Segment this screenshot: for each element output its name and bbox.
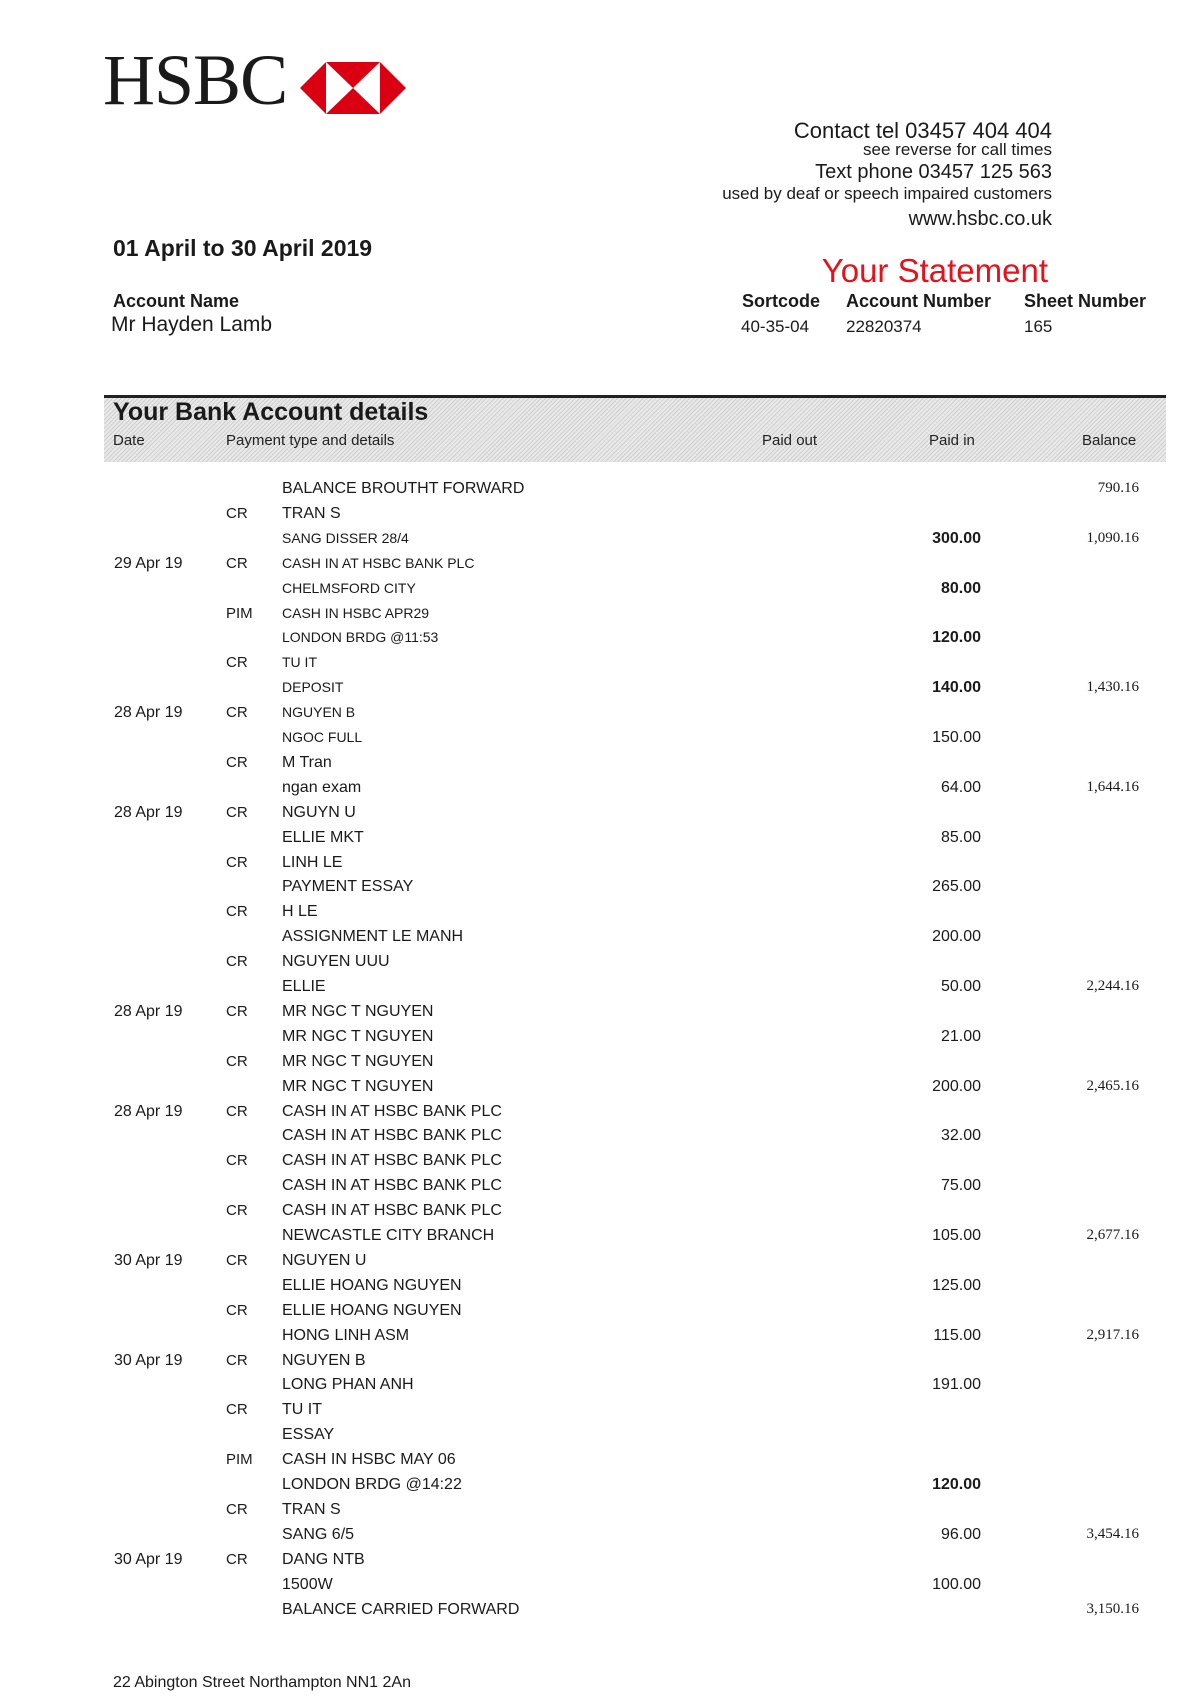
row-balance: 2,465.16 — [1086, 1077, 1139, 1094]
row-date: 28 Apr 19 — [114, 1002, 183, 1020]
row-type: CR — [226, 1102, 248, 1120]
row-type: CR — [226, 1550, 248, 1568]
table-row — [0, 854, 1203, 876]
row-type: CR — [226, 554, 248, 572]
row-type: CR — [226, 1202, 248, 1220]
website-link[interactable]: www.hsbc.co.uk — [908, 208, 1052, 230]
table-row — [0, 1601, 1203, 1623]
row-details: LONG PHAN ANH — [282, 1376, 414, 1394]
row-paid-in: 50.00 — [940, 978, 981, 995]
table-row — [0, 480, 1203, 502]
table-row — [0, 1476, 1203, 1498]
hsbc-logo-text: HSBC — [103, 40, 288, 120]
table-row — [0, 1451, 1203, 1473]
row-details: CASH IN HSBC APR29 — [282, 604, 430, 621]
table-row — [0, 629, 1203, 651]
table-row — [0, 1576, 1203, 1598]
table-row — [0, 878, 1203, 900]
row-type: CR — [226, 654, 248, 672]
row-details: CASH IN AT HSBC BANK PLC — [282, 1177, 502, 1195]
row-details: NEWCASTLE CITY BRANCH — [282, 1227, 495, 1244]
table-row — [0, 1227, 1203, 1249]
row-date: 29 Apr 19 — [114, 554, 183, 572]
row-paid-in: 265.00 — [932, 878, 981, 896]
row-type: PIM — [226, 604, 253, 622]
row-paid-in: 125.00 — [932, 1276, 981, 1294]
row-details: SANG DISSER 28/4 — [282, 529, 409, 546]
table-row — [0, 505, 1203, 527]
row-paid-in: 300.00 — [932, 529, 981, 547]
table-row — [0, 1202, 1203, 1224]
table-row — [0, 1401, 1203, 1423]
table-row — [0, 1252, 1203, 1274]
row-details: BALANCE CARRIED FORWARD — [282, 1600, 520, 1618]
row-date: 30 Apr 19 — [114, 1251, 183, 1269]
row-details: NGUYEN B — [282, 704, 356, 721]
table-row — [0, 654, 1203, 676]
row-details: MR NGC T NGUYEN — [282, 1077, 434, 1095]
row-paid-in: 191.00 — [932, 1376, 981, 1394]
row-paid-in: 75.00 — [940, 1177, 981, 1195]
row-paid-in: 200.00 — [932, 1077, 981, 1095]
table-row — [0, 704, 1203, 726]
row-details: PAYMENT ESSAY — [282, 878, 414, 896]
table-row — [0, 779, 1203, 801]
row-details: ELLIE — [282, 978, 326, 995]
text-phone-note: used by deaf or speech impaired customers — [722, 184, 1052, 203]
column-header-paid-in: Paid in — [929, 432, 975, 449]
table-row — [0, 1177, 1203, 1199]
row-details: TRAN S — [282, 504, 341, 522]
table-row — [0, 754, 1203, 776]
row-details: CASH IN AT HSBC BANK PLC — [282, 554, 475, 571]
row-type: CR — [226, 753, 248, 771]
column-header-balance: Balance — [1082, 432, 1137, 449]
row-paid-in: 120.00 — [932, 1476, 981, 1493]
account-name: Mr Hayden Lamb — [111, 313, 273, 336]
row-type: CR — [226, 504, 248, 522]
text-phone: Text phone 03457 125 563 — [815, 161, 1052, 183]
row-balance: 3,150.16 — [1086, 1600, 1139, 1617]
row-details: CASH IN AT HSBC BANK PLC — [282, 1127, 502, 1145]
row-details: NGUYEN UUU — [282, 953, 390, 971]
row-details: CASH IN AT HSBC BANK PLC — [282, 1102, 502, 1120]
table-row — [0, 1327, 1203, 1349]
row-details: ELLIE HOANG NGUYEN — [282, 1276, 462, 1294]
row-paid-in: 105.00 — [932, 1227, 981, 1244]
sheet-number-label: Sheet Number — [1024, 291, 1147, 311]
row-type: CR — [226, 1002, 248, 1020]
table-row — [0, 1152, 1203, 1174]
row-balance: 1,090.16 — [1086, 529, 1139, 546]
row-paid-in: 120.00 — [932, 629, 981, 647]
row-details: ngan exam — [282, 778, 362, 796]
table-row — [0, 1103, 1203, 1125]
row-paid-in: 64.00 — [940, 778, 981, 796]
table-row — [0, 1053, 1203, 1075]
row-type: CR — [226, 853, 248, 871]
table-row — [0, 1277, 1203, 1299]
statement-period: 01 April to 30 April 2019 — [113, 235, 373, 261]
table-row — [0, 1003, 1203, 1025]
row-details: ELLIE MKT — [282, 828, 364, 846]
row-paid-in: 100.00 — [932, 1575, 981, 1593]
row-details: LONDON BRDG @14:22 — [282, 1476, 462, 1493]
row-details: ELLIE HOANG NGUYEN — [282, 1301, 462, 1319]
table-row — [0, 679, 1203, 701]
row-balance: 790.16 — [1097, 480, 1139, 496]
row-type: CR — [226, 1301, 248, 1319]
column-header-payment: Payment type and details — [226, 432, 395, 449]
row-details: TU IT — [282, 1401, 322, 1419]
row-type: CR — [226, 1351, 248, 1369]
row-paid-in: 150.00 — [932, 729, 981, 746]
row-details: DANG NTB — [282, 1550, 365, 1568]
row-balance: 2,677.16 — [1086, 1227, 1139, 1243]
row-details: TRAN S — [282, 1500, 341, 1518]
row-paid-in: 21.00 — [940, 1027, 981, 1045]
table-row — [0, 530, 1203, 552]
row-details: NGUYEN U — [282, 1251, 367, 1269]
footer-address: 22 Abington Street Northampton NN1 2An — [113, 1674, 411, 1691]
row-balance: 1,644.16 — [1086, 778, 1139, 795]
table-row — [0, 829, 1203, 851]
row-details: NGUYN U — [282, 803, 356, 821]
row-details: CHELMSFORD CITY — [282, 579, 416, 596]
sortcode-value: 40-35-04 — [741, 317, 810, 336]
table-row — [0, 978, 1203, 1000]
row-date: 30 Apr 19 — [114, 1550, 183, 1568]
table-row — [0, 903, 1203, 925]
table-row — [0, 1078, 1203, 1100]
hsbc-hexagon-logo-icon — [300, 58, 406, 118]
table-row — [0, 1127, 1203, 1149]
table-row — [0, 1426, 1203, 1448]
row-type: CR — [226, 1500, 248, 1518]
row-date: 28 Apr 19 — [114, 803, 183, 821]
row-details: BALANCE BROUTHT FORWARD — [282, 480, 525, 497]
table-row — [0, 804, 1203, 826]
row-type: CR — [226, 953, 248, 971]
row-balance: 2,244.16 — [1086, 978, 1139, 994]
row-details: 1500W — [282, 1575, 333, 1593]
account-details-title: Your Bank Account details — [113, 398, 429, 426]
row-details: CASH IN AT HSBC BANK PLC — [282, 1202, 502, 1220]
table-row — [0, 1376, 1203, 1398]
row-type: CR — [226, 704, 248, 722]
sortcode-label: Sortcode — [742, 291, 821, 311]
table-row — [0, 1501, 1203, 1523]
table-row — [0, 605, 1203, 627]
table-row — [0, 1526, 1203, 1548]
row-details: CASH IN AT HSBC BANK PLC — [282, 1152, 502, 1170]
table-row — [0, 555, 1203, 577]
row-details: MR NGC T NGUYEN — [282, 1027, 434, 1045]
row-date: 28 Apr 19 — [114, 704, 183, 722]
row-details: MR NGC T NGUYEN — [282, 1002, 434, 1020]
row-details: DEPOSIT — [282, 679, 344, 696]
row-paid-in: 32.00 — [940, 1127, 981, 1145]
account-name-label: Account Name — [113, 291, 240, 311]
row-paid-in: 80.00 — [940, 579, 981, 597]
row-balance: 1,430.16 — [1086, 679, 1139, 696]
column-header-paid-out: Paid out — [762, 432, 818, 449]
row-balance: 3,454.16 — [1086, 1525, 1139, 1542]
row-paid-in: 85.00 — [940, 828, 981, 846]
row-type: CR — [226, 803, 248, 821]
table-row — [0, 953, 1203, 975]
row-details: NGOC FULL — [282, 729, 363, 745]
sheet-number-value: 165 — [1024, 317, 1053, 336]
row-details: MR NGC T NGUYEN — [282, 1052, 434, 1070]
table-row — [0, 1352, 1203, 1374]
row-type: PIM — [226, 1451, 253, 1469]
table-row — [0, 729, 1203, 751]
table-row — [0, 580, 1203, 602]
row-details: LINH LE — [282, 853, 343, 871]
contact-tel-note: see reverse for call times — [863, 140, 1052, 159]
contact-tel: Contact tel 03457 404 404 — [793, 118, 1052, 143]
row-details: LONDON BRDG @11:53 — [282, 629, 439, 646]
row-details: TU IT — [282, 654, 317, 671]
row-details: M Tran — [282, 753, 332, 771]
row-details: SANG 6/5 — [282, 1525, 355, 1543]
statement-title: Your Statement — [821, 252, 1048, 289]
table-row — [0, 1551, 1203, 1573]
row-type: CR — [226, 903, 248, 921]
row-balance: 2,917.16 — [1086, 1326, 1139, 1343]
row-paid-in: 96.00 — [940, 1525, 981, 1543]
row-paid-in: 115.00 — [933, 1326, 981, 1344]
table-row — [0, 1302, 1203, 1324]
row-type: CR — [226, 1401, 248, 1419]
row-paid-in: 140.00 — [932, 679, 981, 697]
account-number-value: 22820374 — [846, 317, 922, 336]
table-row — [0, 1028, 1203, 1050]
row-type: CR — [226, 1152, 248, 1170]
row-date: 30 Apr 19 — [114, 1351, 183, 1369]
row-details: HONG LINH ASM — [282, 1326, 410, 1344]
column-header-date: Date — [113, 432, 145, 449]
row-type: CR — [226, 1251, 248, 1269]
row-paid-in: 200.00 — [932, 928, 981, 946]
account-number-label: Account Number — [846, 291, 992, 311]
table-row — [0, 928, 1203, 950]
row-details: ESSAY — [282, 1426, 335, 1444]
row-type: CR — [226, 1052, 248, 1070]
row-details: ASSIGNMENT LE MANH — [282, 928, 464, 946]
row-details: CASH IN HSBC MAY 06 — [282, 1451, 456, 1469]
row-date: 28 Apr 19 — [114, 1102, 183, 1120]
row-details: H LE — [282, 903, 318, 921]
row-details: NGUYEN B — [282, 1351, 366, 1369]
